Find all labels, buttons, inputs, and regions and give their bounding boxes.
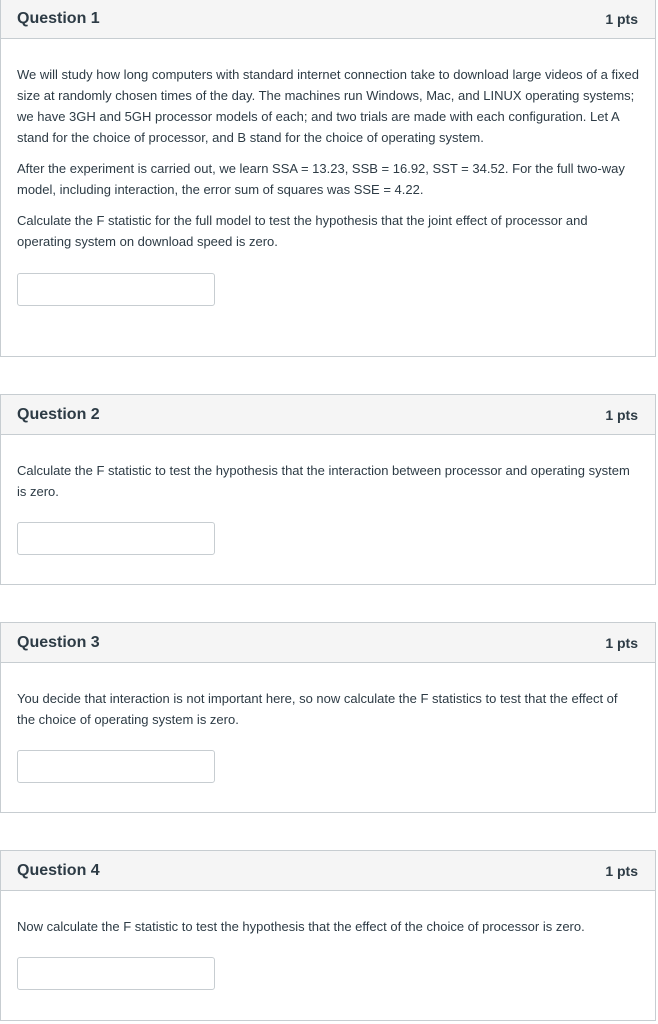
question-4-points: 1 pts (605, 862, 638, 879)
question-4-body (1, 916, 655, 990)
question-2-title: Question 2 (17, 405, 100, 423)
question-3-paragraph-1: You decide that interaction is not important here, so now calculate the F statistics to test that the effect of the choice of operating system is zero. (17, 691, 618, 727)
question-1-points: 1 pts (605, 10, 638, 27)
question-1-paragraph-3: Calculate the F statistic for the full model to test the hypothesis that the joint effect of processor and operating system on download speed is zero. (17, 213, 588, 249)
question-1-card (0, 0, 656, 357)
question-1-body (1, 64, 655, 306)
question-1-answer-input[interactable] (17, 273, 215, 306)
question-2-points: 1 pts (605, 406, 638, 423)
question-2-header (1, 395, 655, 435)
question-2-paragraph-1: Calculate the F statistic to test the hypothesis that the interaction between processor and operating system is zero. (17, 463, 630, 499)
question-1-header (1, 0, 655, 39)
question-3-points: 1 pts (605, 634, 638, 651)
question-3-card (0, 622, 656, 813)
question-3-answer-input[interactable] (17, 750, 215, 783)
question-4-title: Question 4 (17, 861, 100, 879)
question-2-body (1, 460, 655, 555)
question-4-paragraph-1: Now calculate the F statistic to test the hypothesis that the effect of the choice of processor is zero. (17, 919, 585, 934)
question-1-paragraph-2: After the experiment is carried out, we learn SSA = 13.23, SSB = 16.92, SST = 34.52. For the full two-way model, including interaction, the error sum of squares was SSE = 4.22. (17, 161, 625, 197)
question-1-paragraph-1: We will study how long computers with standard internet connection take to download large videos of a fixed size at randomly chosen times of the day. The machines run Windows, Mac, and LINUX operating systems; we have 3GH and 5GH processor models of each; and two trials are made with each configuration. Let A stand for the choice of processor, and B stand for the choice of operating system. (17, 67, 639, 145)
question-3-body (1, 688, 655, 783)
question-1-title: Question 1 (17, 9, 100, 27)
question-2-card (0, 394, 656, 585)
question-3-header (1, 623, 655, 663)
question-4-answer-input[interactable] (17, 957, 215, 990)
question-2-answer-input[interactable] (17, 522, 215, 555)
question-3-title: Question 3 (17, 633, 100, 651)
question-4-card (0, 850, 656, 1021)
question-4-header (1, 851, 655, 891)
